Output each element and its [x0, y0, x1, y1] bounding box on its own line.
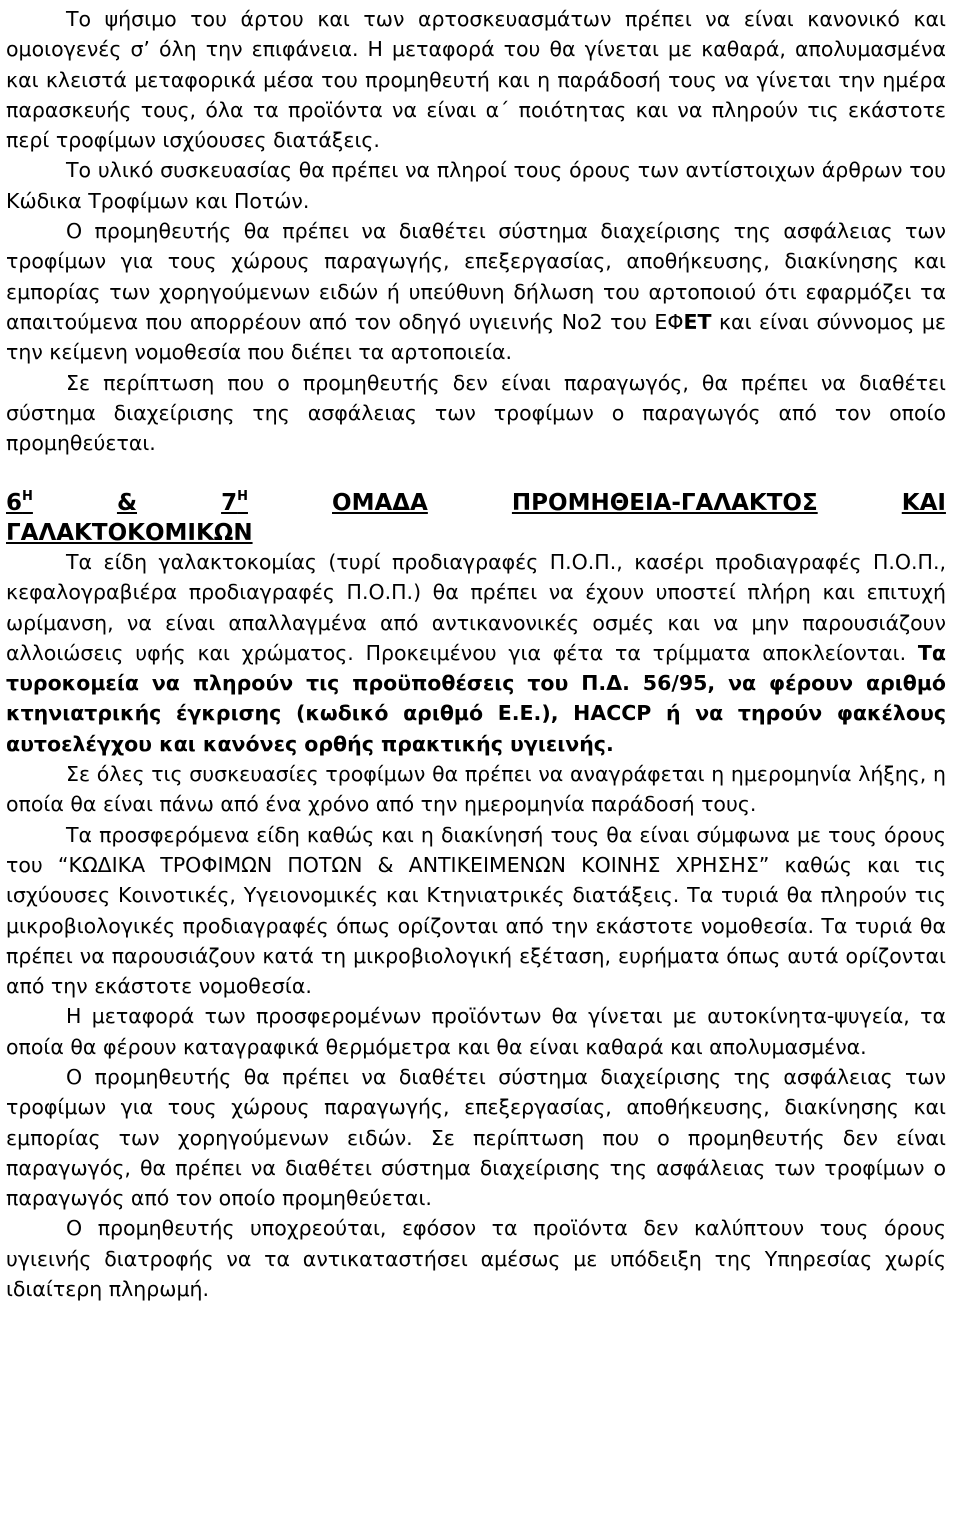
text-span: και είναι σύννομος με την κείμενη νομοθεσία που διέπει τα αρτοποιεία. [6, 309, 946, 365]
paragraph-baking: Το ψήσιμο του άρτου και των αρτοσκευασμάτων πρέπει να είναι κανονικό και ομοιογενές σ’ όλη την επιφάνεια. Η μεταφορά του θα γίνεται με καθαρά, απολυμασμένα και κλειστά μεταφορικά μέσα του προμηθευτή και η παράδοσή τους να γίνεται την ημέρα παρασκευής τους, όλα τα προϊόντα να είναι α΄ ποιότητας και να πληρούν τις εκάστοτε περί τροφίμων ισχύουσες διατάξεις. [6, 7, 946, 153]
heading-ampersand: & [116, 490, 138, 517]
bold-text: ΕΤ [683, 309, 712, 334]
bold-text: Τα τυροκομεία να πληρούν τις προϋποθέσεις του Π.Δ. 56/95, να φέρουν αριθμό κτηνιατρικής έγκρισης (κωδικό αριθμό Ε.Ε.), HACCP ή να τηρούν φακέλους αυτοελέγχου και κανόνες ορθής πρακτικής υγιεινής. [6, 640, 946, 756]
heading-word-group: ΟΜΑΔΑ [332, 490, 428, 517]
heading-group-number-6: $6^H$ [6, 489, 33, 517]
heading-word-supply: ΠΡΟΜΗΘΕΙΑ-ΓΑΛΑΚΤΟΣ [511, 490, 818, 517]
paragraph-expiry-date: Σε όλες τις συσκευασίες τροφίμων θα πρέπει να αναγράφεται η ημερομηνία λήξης, η οποία θα είναι πάνω από ένα χρόνο από την ημερομηνία παράδοσή τους. [6, 762, 946, 817]
paragraph-supplier-safety-system-2: Ο προμηθευτής θα πρέπει να διαθέτει σύστημα διαχείρισης της ασφάλειας των τροφίμων για τους χώρους παραγωγής, επεξεργασίας, αποθήκευσης, διακίνησης και εμπορίας των χορηγούμενων ειδών. Σε περίπτωση που ο προμηθευτής δεν είναι παραγωγός, θα πρέπει να διαθέτει σύστημα διαχείρισης της ασφάλειας των τροφίμων ο παραγωγός από τον οποίο προμηθεύεται. [6, 1065, 946, 1211]
text-span: Τα είδη γαλακτοκομίας (τυρί προδιαγραφές Π.Ο.Π., κασέρι προδιαγραφές Π.Ο.Π., κεφαλογραβιέρα προδιαγραφές Π.Ο.Π.) θα πρέπει να έχουν υποστεί πλήρη και επιτυχή ωρίμανση, να είναι απαλλαγμένα από αντικανονικές οσμές και να μην παρουσιάζουν αλλοιώσεις υφής και χρώματος. Προκειμένου για φέτα τα τρίμματα αποκλείονται. [6, 549, 946, 665]
paragraph-replacement: Ο προμηθευτής υποχρεούται, εφόσον τα προϊόντα δεν καλύπτουν τους όρους υγιεινής διατροφής να τα αντικαταστήσει αμέσως με υπόδειξη της Υπηρεσίας χωρίς ιδιαίτερη πληρωμή. [6, 1216, 946, 1302]
section-heading [6, 482, 946, 519]
heading-word-and: ΚΑΙ [901, 490, 946, 517]
paragraph-food-code: Τα προσφερόμενα είδη καθώς και η διακίνησή τους θα είναι σύμφωνα με τους όρους του “ΚΩΔΙΚΑ ΤΡΟΦΙΜΩΝ ΠΟΤΩΝ & ΑΝΤΙΚΕΙΜΕΝΩΝ ΚΟΙΝΗΣ ΧΡΗΣΗΣ” καθώς και τις ισχύουσες Κοινοτικές, Υγειονομικές και Κτηνιατρικές διατάξεις. Τα τυριά θα πληρούν τις μικροβιολογικές προδιαγραφές όπως ορίζονται από την εκάστοτε νομοθεσία. Τα τυριά θα πρέπει να παρουσιάζουν κατά τη μικροβιολογική εξέταση, ευρήματα όπως αυτά ορίζονται από την εκάστοτε νομοθεσία. [6, 822, 946, 999]
paragraph-packaging: Το υλικό συσκευασίας θα πρέπει να πληροί τους όρους των αντίστοιχων άρθρων του Κώδικα Τροφίμων και Ποτών. [6, 158, 946, 213]
paragraph-supplier-safety-system [6, 216, 946, 367]
text-span: Ο προμηθευτής θα πρέπει να διαθέτει σύστημα διαχείρισης της ασφάλειας των τροφίμων για τους χώρους παραγωγής, επεξεργασίας, αποθήκευσης, διακίνησης και εμπορίας των χορηγούμενων ειδών ή υπεύθυνη δήλωση του αρτοποιού ότι εφαρμόζει τα απαιτούμενα που απορρέουν από τον οδηγό υγιεινής Νο2 του ΕΦ [6, 219, 946, 334]
heading-group-number-7: $7^H$ [221, 489, 248, 517]
section-heading-line2: ΓΑΛΑΚΤΟΚΟΜΙΚΩΝ [6, 519, 253, 546]
paragraph-dairy-products [6, 547, 946, 759]
paragraph-non-producer: Σε περίπτωση που ο προμηθευτής δεν είναι παραγωγός, θα πρέπει να διαθέτει σύστημα διαχείρισης της ασφάλειας των τροφίμων ο παραγωγός από τον οποίο προμηθεύεται. [6, 370, 946, 456]
paragraph-transport: Η μεταφορά των προσφερομένων προϊόντων θα γίνεται με αυτοκίνητα-ψυγεία, τα οποία θα φέρουν καταγραφικά θερμόμετρα και θα είναι καθαρά και απολυμασμένα. [6, 1004, 946, 1059]
